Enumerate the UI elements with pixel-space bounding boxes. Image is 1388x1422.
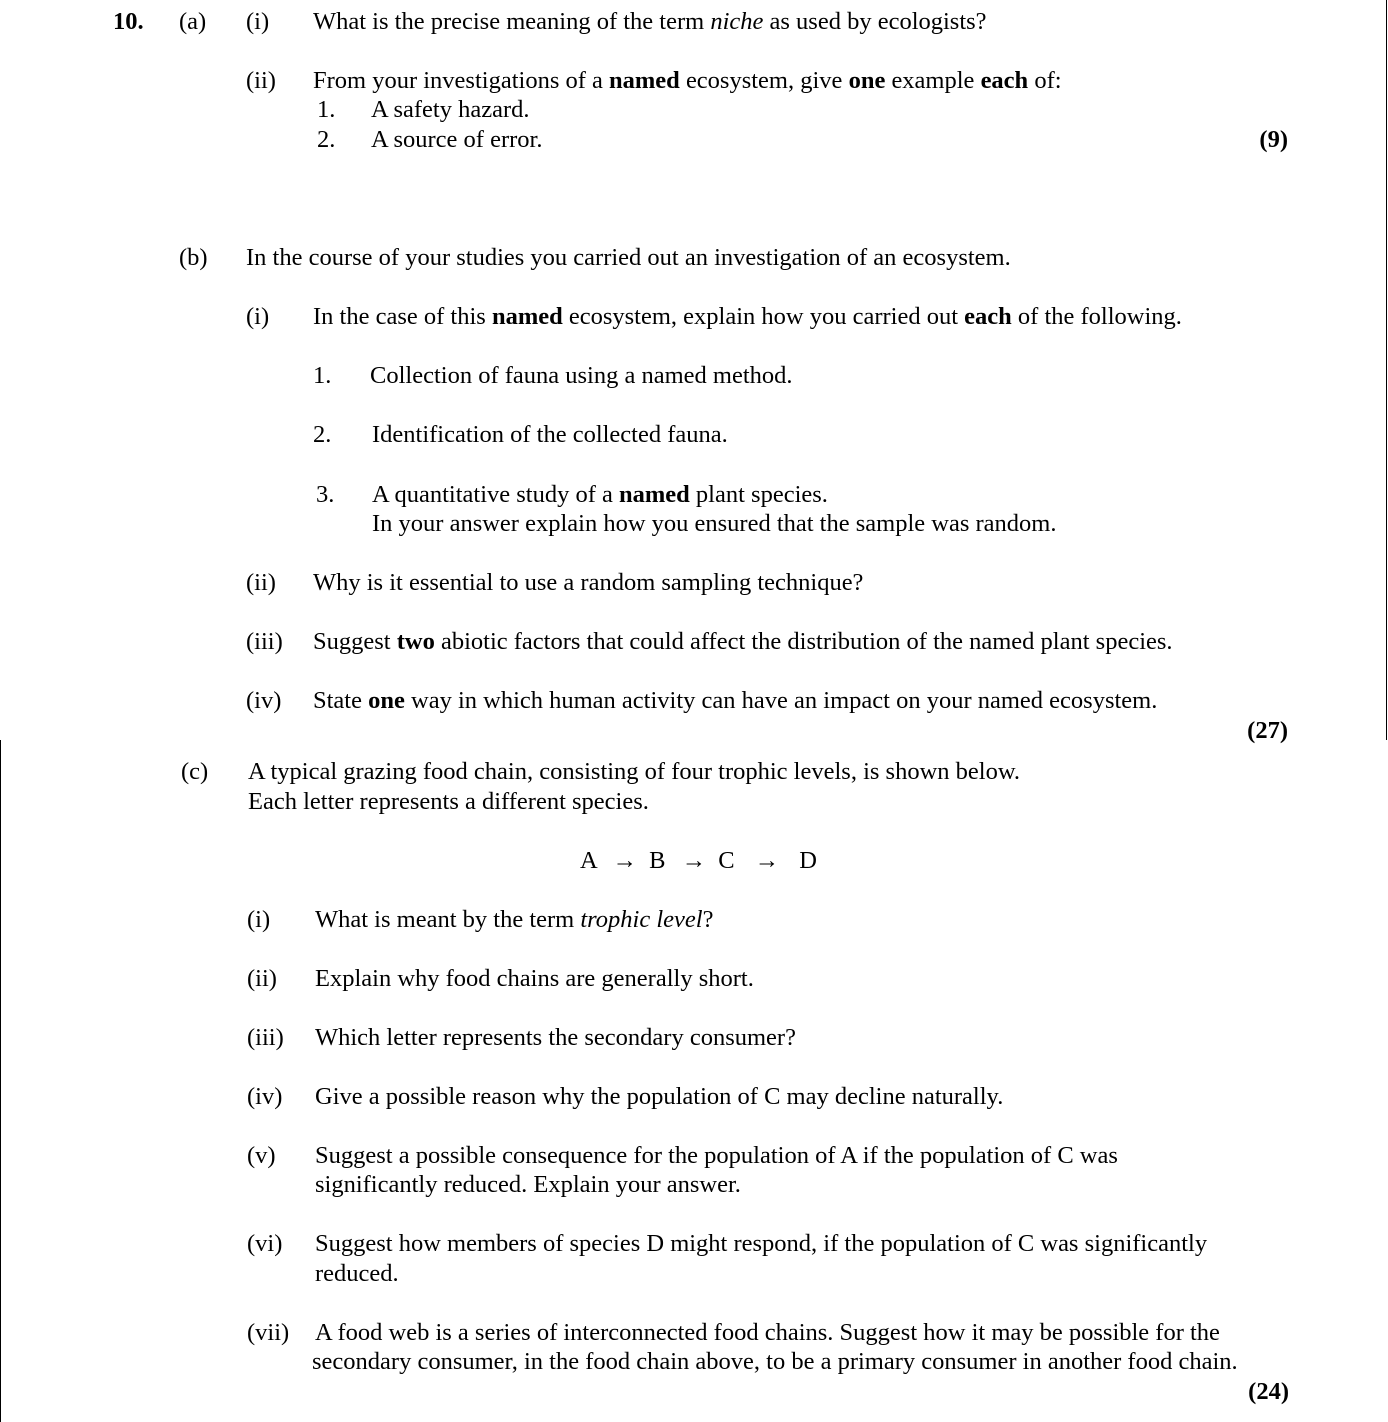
part-b-iii-label: (iii) [246,628,283,655]
part-a-ii-label: (ii) [246,67,276,94]
part-a-marks: (9) [1259,126,1288,153]
part-c-vi-text-line2: reduced. [315,1260,399,1287]
part-c-vii-text-line2: secondary consumer, in the food chain above, to be a primary consumer in another food chain. [312,1348,1238,1375]
part-c-iii-text: Which letter represents the secondary consumer? [315,1024,796,1051]
part-c-intro: A typical grazing food chain, consisting of four trophic levels, is shown below. [248,758,1021,785]
list-item-number: 2. [313,421,332,448]
list-item-number: 1. [313,362,332,389]
part-b-ii-label: (ii) [246,569,276,596]
list-item: Identification of the collected fauna. [372,421,728,448]
page-border-left [0,740,1,1422]
list-item-continuation: In your answer explain how you ensured that the sample was random. [372,510,1057,537]
part-c-iii-label: (iii) [247,1024,284,1051]
part-b-iv-label: (iv) [246,687,282,714]
part-a-i-label: (i) [246,8,270,35]
part-b-label: (b) [179,244,208,271]
part-c-label: (c) [181,758,209,785]
part-c-i-text: What is meant by the term trophic level? [315,906,714,933]
species-d: D [799,847,817,874]
species-a: A [580,847,597,874]
food-chain [580,846,817,876]
part-b-i-label: (i) [246,303,270,330]
page-border-right [1386,0,1387,740]
list-item: A safety hazard. [371,96,530,123]
part-b-iii-text: Suggest two abiotic factors that could affect the distribution of the named plant species. [313,628,1173,655]
list-item-number: 2. [317,126,336,153]
list-item: Collection of fauna using a named method. [370,362,793,389]
part-c-vii-text: A food web is a series of interconnected food chains. Suggest how it may be possible for the [315,1319,1220,1346]
list-item-number: 3. [316,481,335,508]
part-c-i-label: (i) [247,906,271,933]
part-c-v-text: Suggest a possible consequence for the population of A if the population of C was [315,1142,1118,1169]
species-b: B [649,847,666,874]
arrow-icon: → [612,847,637,874]
part-a-i-text: What is the precise meaning of the term niche as used by ecologists? [313,8,987,35]
arrow-icon: → [754,847,780,874]
arrow-icon: → [681,847,707,874]
species-c: C [718,847,735,874]
part-b-iv-text: State one way in which human activity can have an impact on your named ecosystem. [313,687,1158,714]
question-number: 10. [113,8,144,35]
part-c-v-text-line2: significantly reduced. Explain your answer. [315,1171,741,1198]
part-b-marks: (27) [1247,717,1288,744]
list-item: A quantitative study of a named plant species. [372,481,828,508]
list-item: A source of error. [371,126,543,153]
part-c-iv-label: (iv) [247,1083,283,1110]
part-c-intro-line2: Each letter represents a different species. [248,788,649,815]
part-b-intro: In the course of your studies you carried out an investigation of an ecosystem. [246,244,1011,271]
part-a-ii-text: From your investigations of a named ecosystem, give one example each of: [313,67,1062,94]
part-c-ii-text: Explain why food chains are generally short. [315,965,754,992]
part-c-vi-label: (vi) [247,1230,283,1257]
part-a-label: (a) [179,8,207,35]
part-b-i-text: In the case of this named ecosystem, explain how you carried out each of the following. [313,303,1182,330]
part-c-vii-label: (vii) [247,1319,290,1346]
part-c-marks: (24) [1248,1378,1289,1405]
part-b-ii-text: Why is it essential to use a random sampling technique? [313,569,864,596]
part-c-iv-text: Give a possible reason why the population of C may decline naturally. [315,1083,1004,1110]
part-c-vi-text: Suggest how members of species D might respond, if the population of C was significantly [315,1230,1208,1257]
list-item-number: 1. [317,96,336,123]
part-c-v-label: (v) [247,1142,276,1169]
part-c-ii-label: (ii) [247,965,277,992]
